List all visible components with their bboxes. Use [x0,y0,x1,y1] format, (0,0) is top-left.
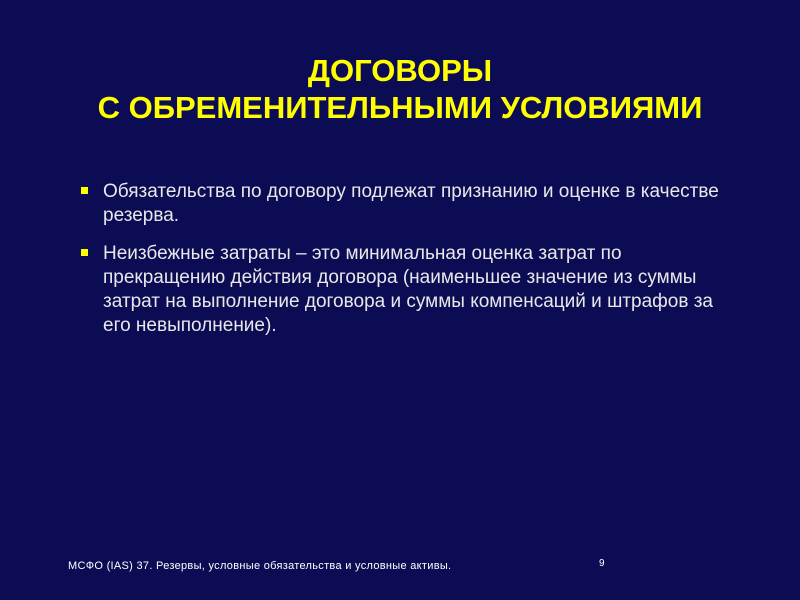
bullet-text: Неизбежные затраты – это минимальная оценка затрат по прекращению действия договора (наименьшее значение из суммы затрат на выполнение договора и суммы компенсаций и штрафов за его невыполнение). [103,243,713,336]
page-number: 9 [599,558,605,569]
slide-title-line-2: С ОБРЕМЕНИТЕЛЬНЫМИ УСЛОВИЯМИ [97,90,703,125]
bullet-text: Обязательства по договору подлежат признанию и оценке в качестве резерва. [103,181,719,226]
bullet-item [78,242,728,338]
bullet-list [78,180,728,352]
slide-title-line-1: ДОГОВОРЫ [307,53,493,88]
square-bullet-icon [81,187,88,194]
slide-title [0,52,800,126]
footer-text: МСФО (IAS) 37. Резервы, условные обязательства и условные активы. [68,560,452,572]
square-bullet-icon [81,249,88,256]
bullet-item [78,180,728,228]
